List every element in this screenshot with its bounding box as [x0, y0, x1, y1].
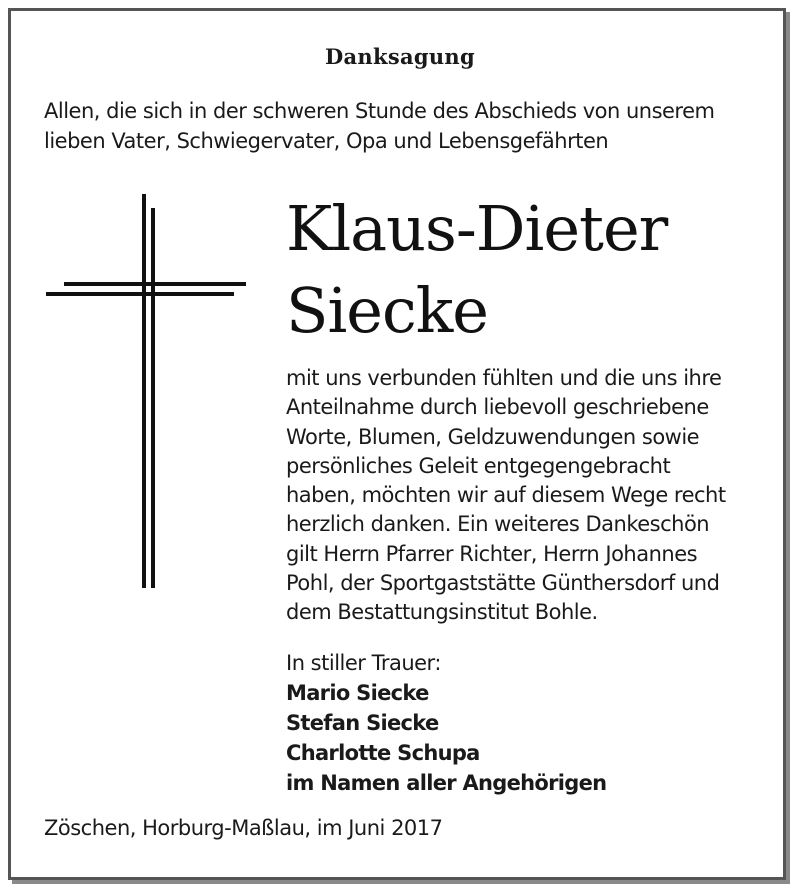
- body-line: Worte, Blumen, Geldzuwendungen sowie: [286, 424, 700, 449]
- mourning-intro: In stiller Trauer:: [286, 651, 441, 675]
- body-line: mit uns verbunden fühlten und die uns ihre: [286, 366, 722, 390]
- cross-icon: [46, 194, 246, 588]
- deceased-first-name: Klaus-Dieter: [286, 192, 668, 265]
- intro-line: lieben Vater, Schwiegervater, Opa und Lebensgefährten: [44, 129, 609, 153]
- notice-heading: Danksagung: [325, 44, 475, 69]
- mourner-name: im Namen aller Angehörigen: [286, 771, 607, 795]
- mourner-name: Mario Siecke: [286, 681, 429, 705]
- body-text: [286, 364, 756, 628]
- mourner-name: Stefan Siecke: [286, 711, 439, 735]
- body-line: haben, möchten wir auf diesem Wege recht: [286, 483, 726, 508]
- body-line: Pohl, der Sportgaststätte Günthersdorf und: [286, 571, 720, 596]
- deceased-last-name: Siecke: [286, 274, 488, 347]
- mourner-name: Charlotte Schupa: [286, 741, 480, 765]
- deceased-name: [286, 188, 667, 352]
- intro-text: [44, 96, 784, 156]
- body-line: herzlich danken. Ein weiteres Dankeschön: [286, 512, 710, 537]
- place-date: Zöschen, Horburg-Maßlau, im Juni 2017: [44, 816, 443, 840]
- intro-line: Allen, die sich in der schweren Stunde des Abschieds von unserem: [44, 99, 715, 123]
- body-line: Anteilnahme durch liebevoll geschriebene: [286, 395, 709, 420]
- body-line: gilt Herrn Pfarrer Richter, Herrn Johannes: [286, 541, 698, 566]
- mourning-block: [286, 648, 606, 798]
- body-line: dem Bestattungsinstitut Bohle.: [286, 600, 598, 625]
- body-line: persönliches Geleit entgegengebracht: [286, 453, 671, 478]
